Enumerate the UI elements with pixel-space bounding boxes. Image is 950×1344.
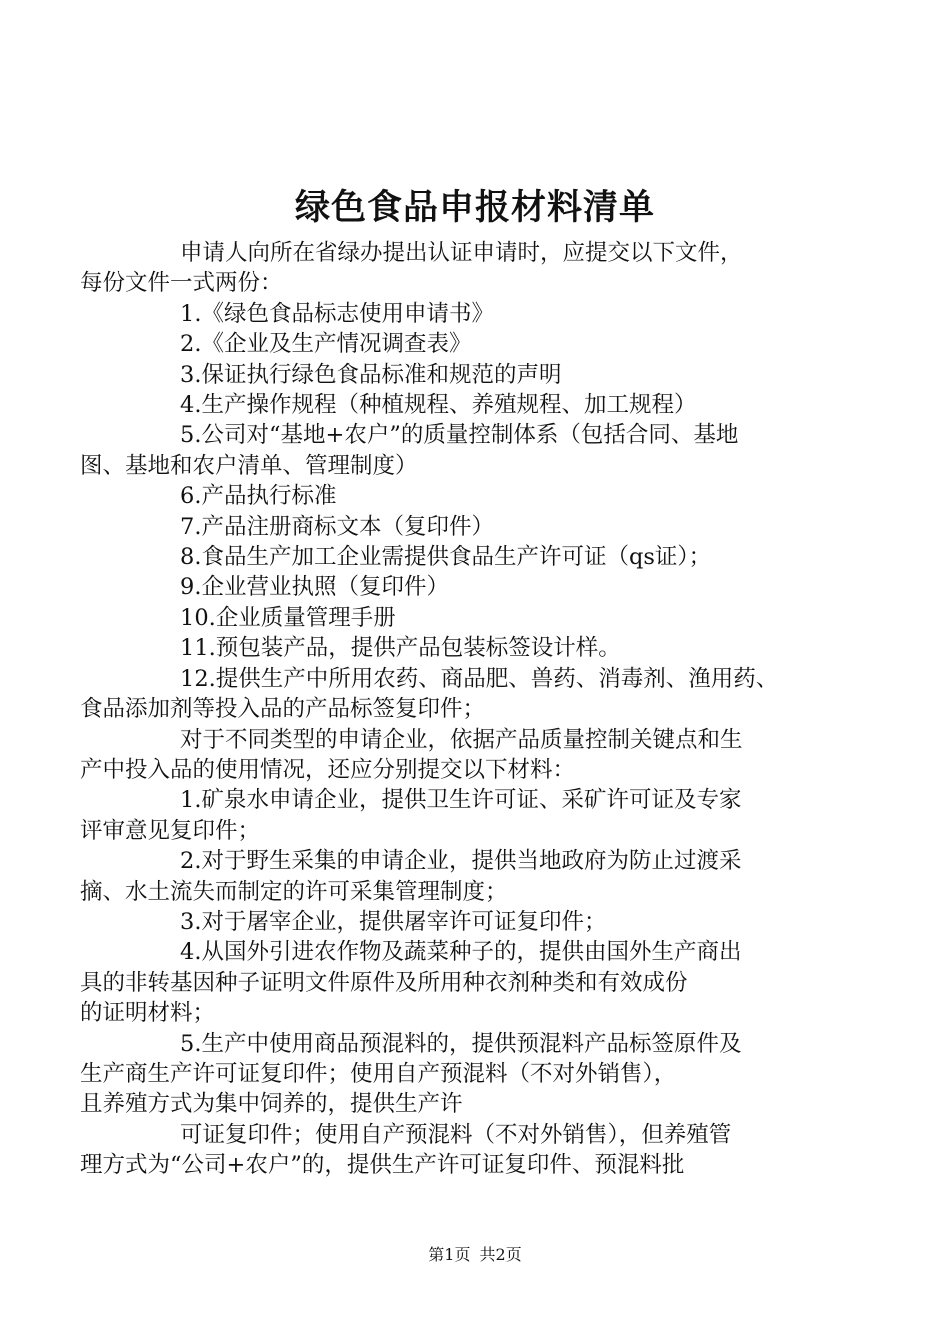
paragraph (80, 785, 835, 846)
text-line: 5.生产中使用商品预混料的，提供预混料产品标签原件及 (180, 1030, 742, 1057)
text-line: 理方式为“公司+农户”的，提供生产许可证复印件、预混料批 (80, 1152, 685, 1179)
text-line: 1.《绿色食品标志使用申请书》 (180, 300, 494, 327)
paragraph (80, 725, 835, 786)
text-line: 1.矿泉水申请企业，提供卫生许可证、采矿许可证及专家 (180, 787, 742, 814)
paragraph (80, 1120, 835, 1181)
text-line: 6.产品执行标准 (180, 483, 337, 510)
paragraph (130, 481, 835, 511)
text-line: 8.食品生产加工企业需提供食品生产许可证（qs证）； (180, 544, 712, 571)
paragraph (130, 512, 835, 542)
paragraph (130, 360, 835, 390)
text-line: 5.公司对“基地+农户”的质量控制体系（包括合同、基地 (180, 422, 739, 449)
text-line: 对于不同类型的申请企业，依据产品质量控制关键点和生 (180, 726, 743, 753)
text-line: 3.保证执行绿色食品标准和规范的声明 (180, 361, 562, 388)
text-line: 评审意见复印件； (80, 817, 261, 844)
text-line: 具的非转基因种子证明文件原件及所用种衣剂种类和有效成份 (80, 969, 688, 996)
text-line: 生产商生产许可证复印件；使用自产预混料（不对外销售）， (80, 1060, 677, 1087)
document-title: 绿色食品申报材料清单 (294, 188, 655, 228)
paragraph (130, 907, 835, 937)
page-footer (0, 1244, 950, 1266)
paragraph (130, 542, 835, 572)
page-number: 第1页 (428, 1245, 471, 1264)
document-body (80, 238, 835, 1181)
text-line: 可证复印件；使用自产预混料（不对外销售），但养殖管 (180, 1121, 732, 1148)
text-line: 每份文件一式两份： (80, 270, 283, 297)
text-line: 且养殖方式为集中饲养的，提供生产许 (80, 1091, 463, 1118)
paragraph (80, 846, 835, 907)
text-line: 图、基地和农户清单、管理制度） (80, 452, 418, 479)
paragraph (130, 299, 835, 329)
text-line: 11.预包装产品，提供产品包装标签设计样。 (180, 635, 621, 662)
paragraph (130, 329, 835, 359)
text-line: 4.从国外引进农作物及蔬菜种子的，提供由国外生产商出 (180, 939, 742, 966)
text-line: 12.提供生产中所用农药、商品肥、兽药、消毒剂、渔用药、 (180, 665, 779, 692)
paragraph (80, 1029, 835, 1120)
text-line: 3.对于屠宰企业，提供屠宰许可证复印件； (180, 908, 607, 935)
text-line: 4.生产操作规程（种植规程、养殖规程、加工规程） (180, 392, 697, 419)
text-line: 申请人向所在省绿办提出认证申请时，应提交以下文件， (180, 240, 743, 266)
page-total: 共2页 (479, 1245, 522, 1264)
text-line: 9.企业营业执照（复印件） (180, 574, 449, 601)
text-line: 摘、水土流失而制定的许可采集管理制度； (80, 878, 508, 905)
text-line: 2.《企业及生产情况调查表》 (180, 331, 472, 358)
paragraph (80, 420, 835, 481)
text-line: 的证明材料； (80, 1000, 216, 1027)
paragraph (130, 572, 835, 602)
text-line: 7.产品注册商标文本（复印件） (180, 513, 494, 540)
paragraph (80, 937, 835, 1028)
text-line: 产中投入品的使用情况，还应分别提交以下材料： (80, 756, 576, 783)
paragraph (130, 603, 835, 633)
paragraph (80, 664, 835, 725)
paragraph (130, 390, 835, 420)
paragraph (80, 238, 835, 299)
text-line: 10.企业质量管理手册 (180, 604, 396, 631)
paragraph (130, 633, 835, 663)
text-line: 食品添加剂等投入品的产品标签复印件； (80, 696, 486, 723)
text-line: 2.对于野生采集的申请企业，提供当地政府为防止过渡采 (180, 848, 742, 875)
